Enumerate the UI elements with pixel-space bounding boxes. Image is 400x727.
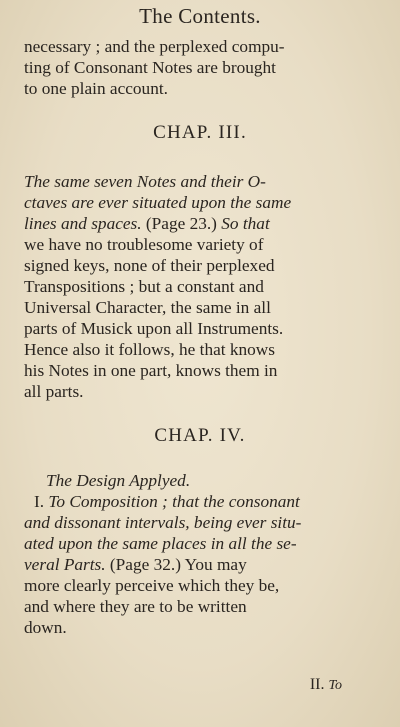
text-fragment: So that bbox=[221, 214, 270, 233]
text-line: more clearly perceive which they be, bbox=[24, 576, 280, 595]
text-line: Hence also it follows, he that knows bbox=[24, 340, 276, 359]
text-line: all parts. bbox=[24, 382, 84, 401]
text-line: to one plain account. bbox=[24, 79, 168, 98]
text-fragment: lines and spaces. bbox=[24, 214, 142, 233]
page-reference: (Page 23.) bbox=[141, 214, 222, 233]
text-line: and dissonant intervals, being ever situ- bbox=[24, 513, 302, 532]
page-header: The Contents. bbox=[139, 4, 261, 28]
text-line bbox=[24, 554, 376, 575]
text-line: down. bbox=[24, 618, 67, 637]
text-line: Universal Character, the same in all bbox=[24, 298, 271, 317]
chapter-3-body bbox=[24, 171, 376, 402]
text-line bbox=[24, 213, 376, 234]
chapter-4-body bbox=[24, 470, 376, 638]
text-line: necessary ; and the perplexed compu- bbox=[24, 37, 285, 56]
text-line: signed keys, none of their perplexed bbox=[24, 256, 275, 275]
catchword-text: To bbox=[328, 678, 342, 693]
text-line bbox=[24, 491, 376, 512]
text-line: ting of Consonant Notes are brought bbox=[24, 58, 276, 77]
chapter-4-heading: CHAP. IV. bbox=[154, 425, 246, 446]
text-line: we have no troublesome variety of bbox=[24, 235, 264, 254]
subheading: The Design Applyed. bbox=[46, 471, 191, 490]
text-line: The same seven Notes and their O- bbox=[24, 172, 266, 191]
text-line: ated upon the same places in all the se- bbox=[24, 534, 297, 553]
text-fragment: veral Parts. bbox=[24, 555, 106, 574]
text-line: his Notes in one part, knows them in bbox=[24, 361, 278, 380]
text-line: Transpositions ; but a constant and bbox=[24, 277, 264, 296]
text-line: parts of Musick upon all Instruments. bbox=[24, 319, 284, 338]
intro-paragraph bbox=[24, 36, 376, 99]
catchword bbox=[310, 676, 342, 694]
section-numeral: I. bbox=[34, 492, 45, 511]
text-fragment: To Composition ; that the consonant bbox=[48, 492, 300, 511]
chapter-3-heading: CHAP. III. bbox=[153, 122, 247, 143]
text-line: ctaves are ever situated upon the same bbox=[24, 193, 292, 212]
page-reference: (Page 32.) You may bbox=[105, 555, 247, 574]
text-line: and where they are to be written bbox=[24, 597, 247, 616]
catchword-numeral: II. bbox=[309, 676, 325, 693]
